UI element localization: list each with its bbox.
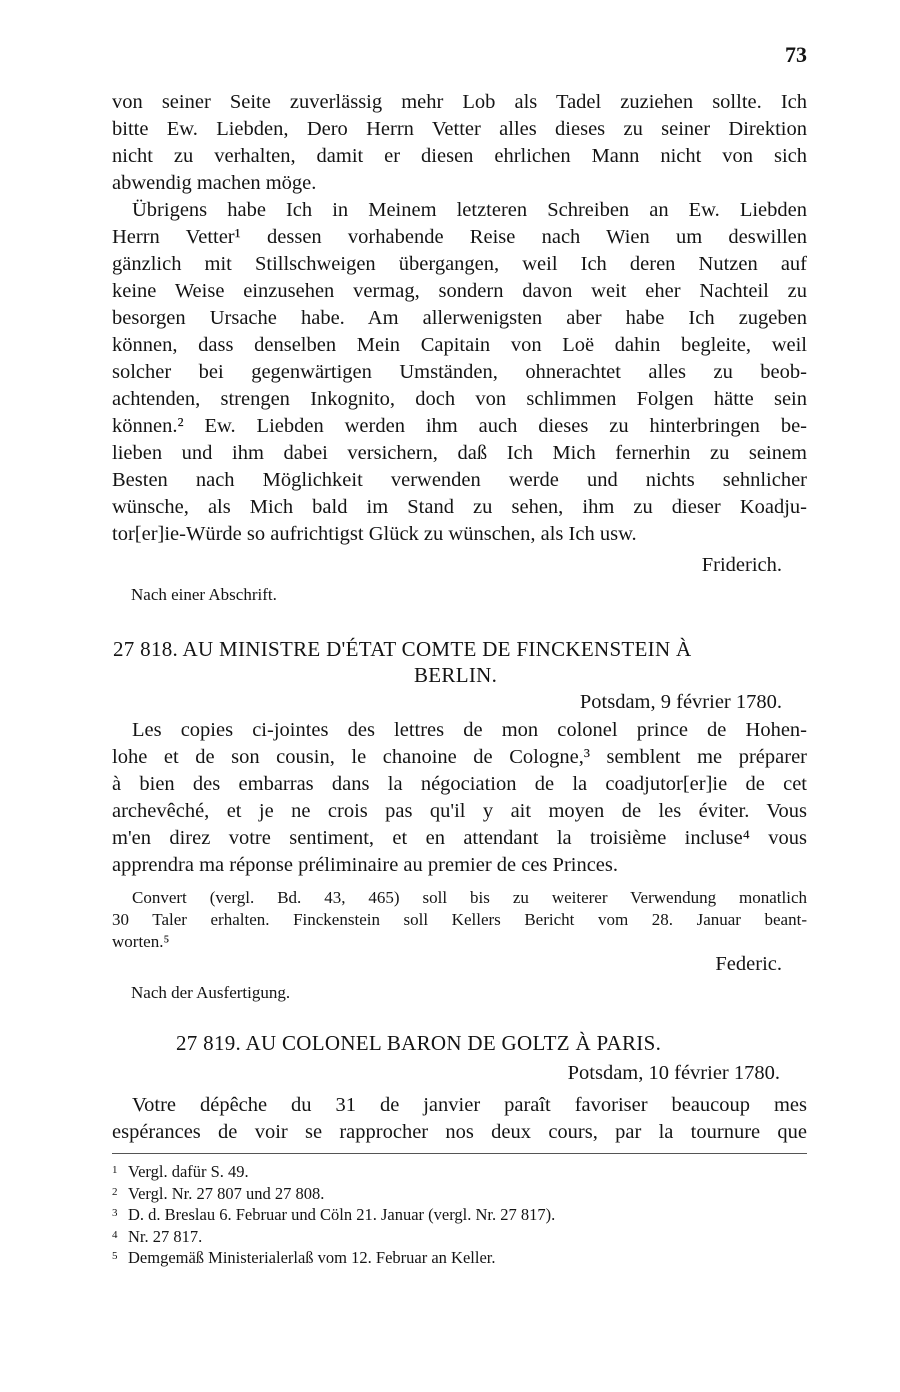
text-line: solcher bei gegenwärtigen Umständen, ohnerachtet alles zu beob- xyxy=(112,361,807,383)
text-line: Besten nach Möglichkeit verwenden werde und nichts sehnlicher xyxy=(112,469,807,491)
text-line: können.² Ew. Liebden werden ihm auch dieses zu hinterbringen be- xyxy=(112,415,807,437)
footnote xyxy=(112,1182,807,1204)
letter-heading: 27 819. AU COLONEL BARON DE GOLTZ À PARIS. xyxy=(176,1031,662,1055)
dateline: Potsdam, 10 février 1780. xyxy=(567,1062,780,1084)
footnote-text: Nr. 27 817. xyxy=(128,1226,203,1246)
signature-friderich: Friderich. xyxy=(701,554,782,576)
text-line: abwendig machen möge. xyxy=(112,172,317,194)
source-note: Nach der Ausfertigung. xyxy=(131,983,291,1002)
text-line: Votre dépêche du 31 de janvier paraît favoriser beaucoup mes xyxy=(132,1094,807,1116)
footnote-mark: 1 xyxy=(112,1164,118,1176)
footnote xyxy=(112,1225,807,1247)
footnote xyxy=(112,1246,807,1268)
text-line: keine Weise einzusehen vermag, sondern davon weit eher Nachteil zu xyxy=(112,280,807,302)
footnote-divider xyxy=(112,1153,807,1154)
note-line: worten.⁵ xyxy=(112,932,170,951)
text-line: Herrn Vetter¹ dessen vorhabende Reise nach Wien um deswillen xyxy=(112,226,807,248)
text-line: bitte Ew. Liebden, Dero Herrn Vetter alles dieses zu seiner Direktion xyxy=(112,118,807,140)
footnote-text: Vergl. Nr. 27 807 und 27 808. xyxy=(128,1183,325,1203)
dateline: Potsdam, 9 février 1780. xyxy=(579,691,782,713)
text-line: lieben und ihm dabei versichern, daß Ich Mich fernerhin zu seinem xyxy=(112,442,807,464)
text-line: von seiner Seite zuverlässig mehr Lob als Tadel zuziehen sollte. Ich xyxy=(112,91,807,113)
text-line: apprendra ma réponse préliminaire au premier de ces Princes. xyxy=(112,854,619,876)
footnotes xyxy=(112,1160,807,1268)
footnote-mark: 2 xyxy=(112,1185,118,1198)
note-line: 30 Taler erhalten. Finckenstein soll Kellers Bericht vom 28. Januar beant- xyxy=(112,910,807,929)
text-line: nicht zu verhalten, damit er diesen ehrlichen Mann nicht von sich xyxy=(112,145,807,167)
text-line: Übrigens habe Ich in Meinem letzteren Schreiben an Ew. Liebden xyxy=(132,199,807,221)
footnote xyxy=(112,1160,807,1182)
text-line: lohe et de son cousin, le chanoine de Cologne,³ semblent me préparer xyxy=(112,746,807,768)
text-line: archevêché, et je ne crois pas qu'il y ait moyen de les éviter. Vous xyxy=(112,800,807,822)
footnote-mark: 4 xyxy=(112,1228,118,1241)
letter-body xyxy=(112,1092,807,1146)
footnote xyxy=(112,1203,807,1225)
footnote-text: Vergl. dafür S. 49. xyxy=(128,1162,249,1181)
footnote-text: Demgemäß Ministerialerlaß vom 12. Februar an Keller. xyxy=(128,1248,496,1267)
letter-heading: 27 818. AU MINISTRE D'ÉTAT COMTE DE FINCKENSTEIN À xyxy=(113,637,692,661)
text-line: tor[er]ie-Würde so aufrichtigst Glück zu wünschen, als Ich usw. xyxy=(112,523,637,545)
text-line: Les copies ci-jointes des lettres de mon colonel prince de Hohen- xyxy=(132,719,807,741)
source-note: Nach einer Abschrift. xyxy=(131,585,277,604)
text-line: à bien des embarras dans la négociation de la coadjutor[er]ie de cet xyxy=(112,773,807,795)
footnote-text: D. d. Breslau 6. Februar und Cöln 21. Januar (vergl. Nr. 27 817). xyxy=(128,1205,556,1224)
letter-body xyxy=(112,717,807,879)
footnote-mark: 5 xyxy=(112,1250,118,1262)
text-line: gänzlich mit Stillschweigen übergangen, weil Ich deren Nutzen auf xyxy=(112,253,807,275)
footnote-mark: 3 xyxy=(112,1207,118,1219)
letter-heading-continued: BERLIN. xyxy=(414,663,498,687)
signature-federic: Federic. xyxy=(715,953,782,975)
note-line: Convert (vergl. Bd. 43, 465) soll bis zu weiterer Verwendung monatlich xyxy=(132,888,807,907)
page-number: 73 xyxy=(785,42,807,67)
letter-continuation-body xyxy=(112,89,807,548)
text-line: besorgen Ursache habe. Am allerwenigsten aber habe Ich zugeben xyxy=(112,307,807,329)
text-line: können, dass denselben Mein Capitain von Loë dahin begleite, weil xyxy=(112,334,807,356)
text-line: m'en direz votre sentiment, et en attendant la troisième incluse⁴ vous xyxy=(112,827,807,849)
text-line: achtenden, strengen Inkognito, doch von schlimmen Folgen hätte sein xyxy=(112,388,807,410)
text-line: espérances de voir se rapprocher nos deux cours, par la tournure que xyxy=(112,1121,807,1143)
text-line: wünsche, als Mich bald im Stand zu sehen, ihm zu dieser Koadju- xyxy=(112,496,807,518)
editorial-note xyxy=(112,887,807,953)
